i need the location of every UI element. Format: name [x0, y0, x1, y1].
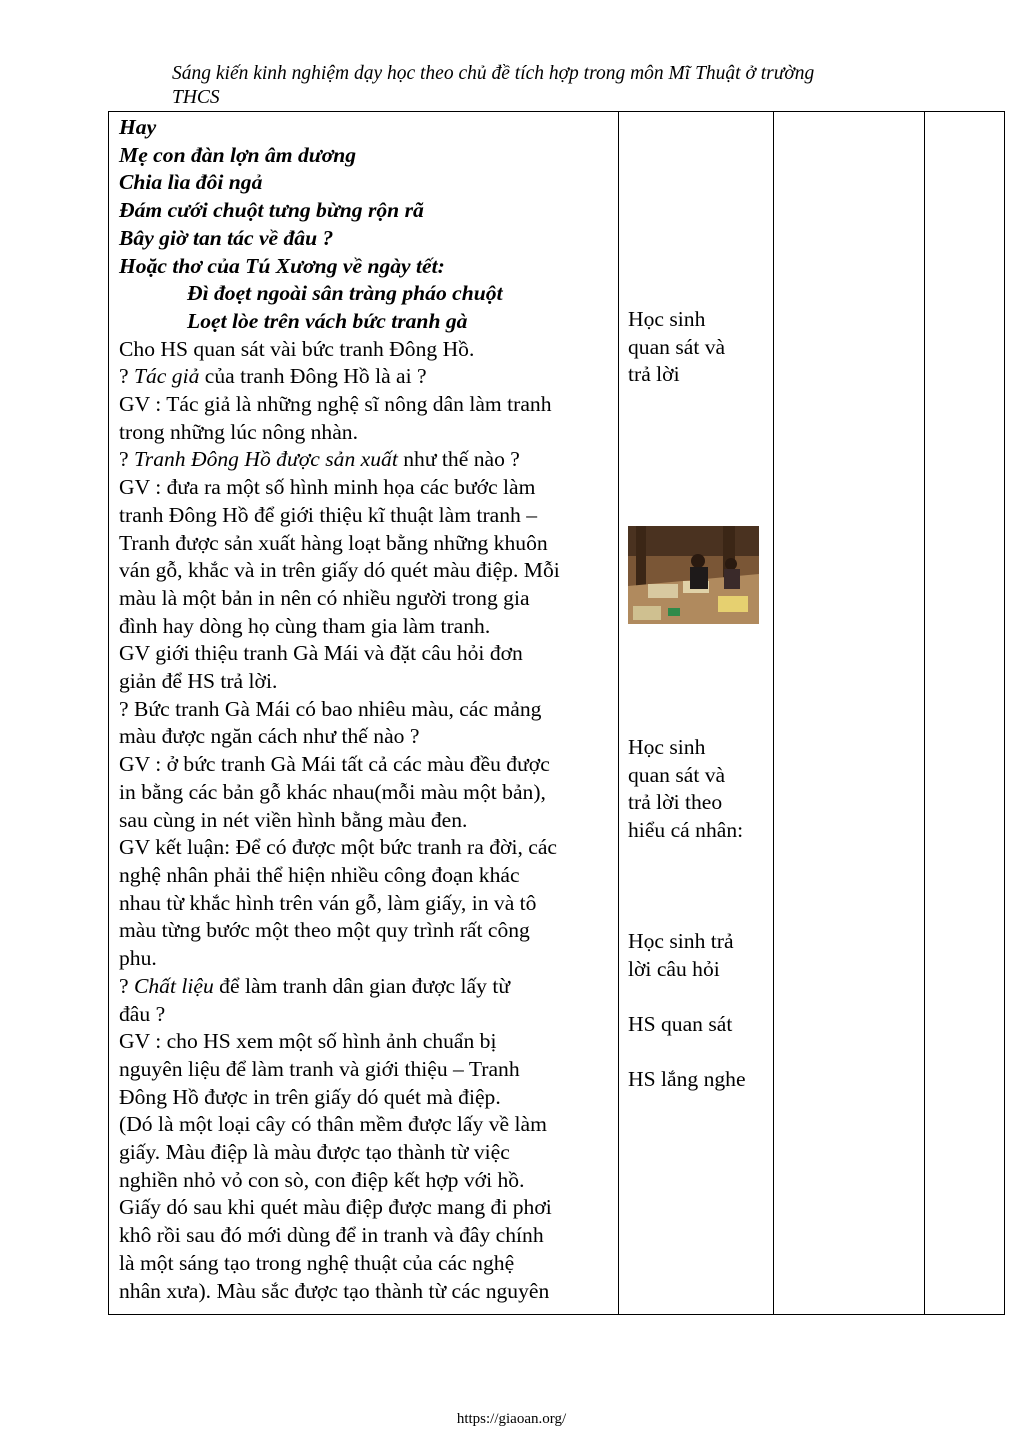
header-title-line1: Sáng kiến kinh nghiệm dạy học theo chủ đề tích hợp trong môn Mĩ Thuật ở trường	[172, 63, 815, 84]
poem-line: Hay	[119, 115, 157, 139]
lesson-table	[108, 111, 1005, 1315]
student-response-line: quan sát và	[628, 334, 726, 359]
teacher-activity-column	[119, 114, 619, 1305]
student-response-line: Học sinh trả	[628, 929, 734, 953]
student-response	[628, 1011, 768, 1039]
poem-line: Đám cưới chuột tưng bừng rộn rã	[119, 198, 424, 223]
text-line: giấy. Màu điệp là màu được tạo thành từ việc	[119, 1140, 510, 1165]
question-keyword: Tranh Đông Hồ được sản xuất	[133, 447, 398, 472]
text-line: phu.	[119, 946, 157, 971]
page-footer	[0, 1409, 1023, 1429]
text-line: sau cùng in nét viền hình bằng màu đen.	[119, 807, 468, 832]
text-line: nghiền nhỏ vỏ con sò, con điệp kết hợp với hồ.	[119, 1167, 525, 1192]
text-line: khô rồi sau đó mới dùng để in tranh và đây chính	[119, 1223, 544, 1248]
text-line: tranh Đông Hồ để giới thiệu kĩ thuật làm tranh –	[119, 502, 538, 527]
column-divider	[773, 112, 774, 1314]
workshop-photo	[628, 526, 759, 624]
text-line: trong những lúc nông nhàn.	[119, 419, 359, 444]
text-line: nhân xưa). Màu sắc được tạo thành từ các nguyên	[119, 1278, 550, 1303]
text-line: nhau từ khắc hình trên ván gỗ, làm giấy, in và tô	[119, 890, 537, 915]
question-line	[119, 446, 619, 474]
question-rest: như thế nào ?	[397, 447, 520, 472]
student-response-line: HS quan sát	[628, 1012, 733, 1036]
poem-line: Bây giờ tan tác về đâu ?	[119, 225, 334, 250]
text-line: đình hay dòng họ cùng tham gia làm tranh.	[119, 613, 491, 638]
poem-line: Hoặc thơ của Tú Xương về ngày tết:	[119, 253, 445, 278]
text-line: GV giới thiệu tranh Gà Mái và đặt câu hỏi đơn	[119, 641, 523, 666]
student-response-line: lời câu hỏi	[628, 956, 720, 981]
text-line: Đông Hồ được in trên giấy dó quét mà điệp.	[119, 1084, 501, 1109]
text-line: GV : cho HS xem một số hình ảnh chuẩn bị	[119, 1029, 497, 1054]
student-response-line: Học sinh	[628, 307, 706, 331]
student-response-line: HS lắng nghe	[628, 1067, 746, 1091]
text-line: nghệ nhân phải thể hiện nhiều công đoạn khác	[119, 862, 520, 887]
question-prefix: ?	[119, 447, 134, 472]
footer-url: https://giaoan.org/	[456, 1411, 567, 1427]
text-line: nguyên liệu để làm tranh và giới thiệu – Tranh	[119, 1056, 520, 1081]
student-response	[628, 1066, 768, 1094]
text-line: GV : ở bức tranh Gà Mái tất cả các màu đều được	[119, 752, 550, 777]
text-line: Giấy dó sau khi quét màu điệp được mang đi phơi	[119, 1195, 552, 1220]
poem-line: Loẹt lòe trên vách bức tranh gà	[187, 308, 468, 333]
text-line: màu là một bản in nên có nhiều người trong gia	[119, 585, 530, 610]
question-prefix: ?	[119, 364, 134, 389]
poem-line: Chia lìa đôi ngả	[119, 170, 263, 195]
poem-line: Mẹ con đàn lợn âm dương	[119, 142, 357, 167]
column-divider	[924, 112, 925, 1314]
question-rest: để làm tranh dân gian được lấy từ	[213, 973, 511, 998]
student-response-line: quan sát và	[628, 762, 726, 787]
text-line: GV : Tác giả là những nghệ sĩ nông dân làm tranh	[119, 392, 552, 417]
student-response-line: trả lời	[628, 362, 680, 387]
header-title-line2: THCS	[172, 87, 220, 108]
question-keyword: Chất liệu	[133, 973, 214, 998]
student-response	[628, 734, 768, 845]
student-response-line: hiểu cá nhân:	[628, 818, 744, 843]
text-line: màu được ngăn cách như thế nào ?	[119, 724, 420, 749]
text-line: (Dó là một loại cây có thân mềm được lấy về làm	[119, 1112, 547, 1137]
page-header	[172, 62, 912, 110]
poem-line: Đì đoẹt ngoài sân tràng pháo chuột	[187, 281, 503, 306]
text-line: ván gỗ, khắc và in trên giấy dó quét màu điệp. Mỗi	[119, 558, 560, 583]
question-line	[119, 973, 619, 1001]
question-line	[119, 363, 619, 391]
student-response-line: Học sinh	[628, 735, 706, 759]
workshop-photo-image	[628, 526, 759, 624]
text-line: ? Bức tranh Gà Mái có bao nhiêu màu, các mảng	[119, 696, 542, 721]
student-response	[628, 928, 768, 983]
question-keyword: Tác giả	[133, 364, 200, 389]
text-line: in bằng các bản gỗ khác nhau(mỗi màu một bản),	[119, 779, 546, 804]
text-line: Tranh được sản xuất hàng loạt bằng những khuôn	[119, 530, 548, 555]
question-rest: của tranh Đông Hồ là ai ?	[199, 364, 427, 389]
text-line: GV : đưa ra một số hình minh họa các bước làm	[119, 475, 536, 500]
student-response	[628, 306, 768, 389]
text-line: đâu ?	[119, 1001, 166, 1026]
text-line: giản để HS trả lời.	[119, 669, 278, 694]
text-line: GV kết luận: Để có được một bức tranh ra đời, các	[119, 835, 557, 860]
text-line: là một sáng tạo trong nghệ thuật của các nghệ	[119, 1250, 515, 1275]
student-response-line: trả lời theo	[628, 790, 723, 815]
text-line: màu từng bước một theo một quy trình rất công	[119, 918, 530, 943]
question-prefix: ?	[119, 973, 134, 998]
text-line: Cho HS quan sát vài bức tranh Đông Hồ.	[119, 336, 475, 361]
